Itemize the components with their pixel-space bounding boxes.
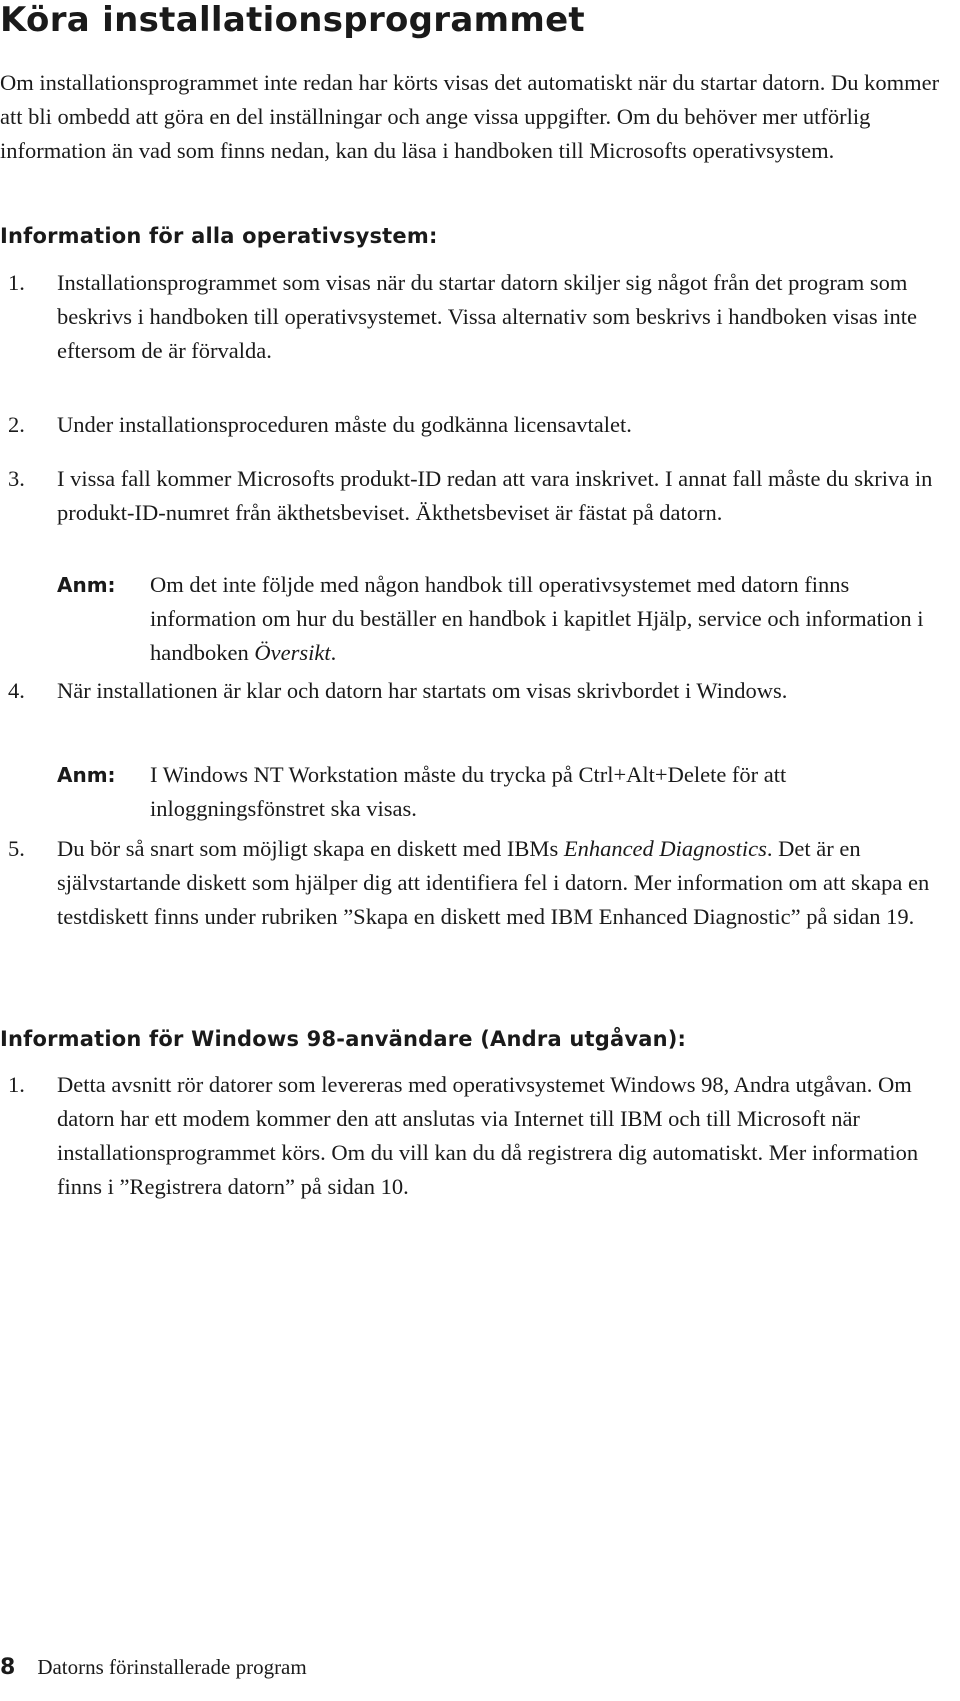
list-item bbox=[0, 408, 955, 442]
list-item-text: Du bör så snart som möjligt skapa en diskett med IBMs Enhanced Diagnostics. Det är en självstartande diskett som hjälper dig att identifiera fel i datorn. Mer information om att skapa en testdiskett finns under rubriken ”Skapa en diskett med IBM Enhanced Diagnostic” på sidan 19. bbox=[57, 836, 930, 929]
page-number: 8 bbox=[0, 1655, 16, 1680]
list-item-number: 3. bbox=[8, 466, 25, 491]
list-item bbox=[0, 1068, 955, 1204]
list-item-text: Under installationsproceduren måste du godkänna licensavtalet. bbox=[57, 412, 632, 437]
list-item-number: 5. bbox=[8, 836, 25, 861]
note-product-manual bbox=[57, 568, 955, 670]
manual-title: Översikt bbox=[254, 640, 331, 665]
section-heading-all-os: Information för alla operativsystem: bbox=[0, 224, 438, 248]
list-item-number: 1. bbox=[8, 1072, 25, 1097]
list-item-text: Detta avsnitt rör datorer som levereras med operativsystemet Windows 98, Andra utgåvan. Om datorn har ett modem kommer den att anslutas via Internet till IBM och till Microsoft när installationsprogrammet körs. Om du vill kan du då registrera dig automatiskt. Mer information finns i ”Registrera datorn” på sidan 10. bbox=[57, 1072, 919, 1199]
list-item bbox=[0, 462, 955, 530]
note-label: Anm: bbox=[57, 763, 116, 787]
list-item-text: Installationsprogrammet som visas när du startar datorn skiljer sig något från det program som beskrivs i handboken till operativsystemet. Vissa alternativ som beskrivs i handboken visas inte eftersom de är förvalda. bbox=[57, 270, 917, 363]
note-text: I Windows NT Workstation måste du trycka på Ctrl+Alt+Delete för att inloggningsfönstret ska visas. bbox=[150, 762, 787, 821]
list-item-number: 1. bbox=[8, 270, 25, 295]
list-item bbox=[0, 832, 955, 934]
note-text: Om det inte följde med någon handbok till operativsystemet med datorn finns information om hur du beställer en handbok i kapitlet Hjälp, service och information i handboken Översikt. bbox=[150, 572, 924, 665]
list-item-text: När installationen är klar och datorn har startats om visas skrivbordet i Windows. bbox=[57, 678, 788, 703]
note-label: Anm: bbox=[57, 573, 116, 597]
list-item bbox=[0, 266, 955, 368]
list-item-number: 2. bbox=[8, 412, 25, 437]
list-item bbox=[0, 674, 955, 708]
intro-paragraph: Om installationsprogrammet inte redan har körts visas det automatiskt när du startar datorn. Du kommer att bli ombedd att göra en del inställningar och ange vissa uppgifter. Om du behöver mer utförlig information än vad som finns nedan, kan du läsa i handboken till Microsofts operativsystem. bbox=[0, 70, 940, 163]
product-name: Enhanced Diagnostics bbox=[563, 836, 767, 861]
page-footer bbox=[0, 1652, 307, 1683]
chapter-title: Datorns förinstallerade program bbox=[37, 1655, 307, 1679]
list-item-text: I vissa fall kommer Microsofts produkt-ID redan att vara inskrivet. I annat fall måste du skriva in produkt-ID-numret från äkthetsbeviset. Äkthetsbeviset är fästat på datorn. bbox=[57, 466, 933, 525]
note-windows-nt bbox=[57, 758, 955, 826]
section-heading-windows98: Information för Windows 98-användare (Andra utgåvan): bbox=[0, 1027, 687, 1051]
page-title: Köra installationsprogrammet bbox=[0, 0, 585, 40]
list-item-number: 4. bbox=[8, 678, 25, 703]
